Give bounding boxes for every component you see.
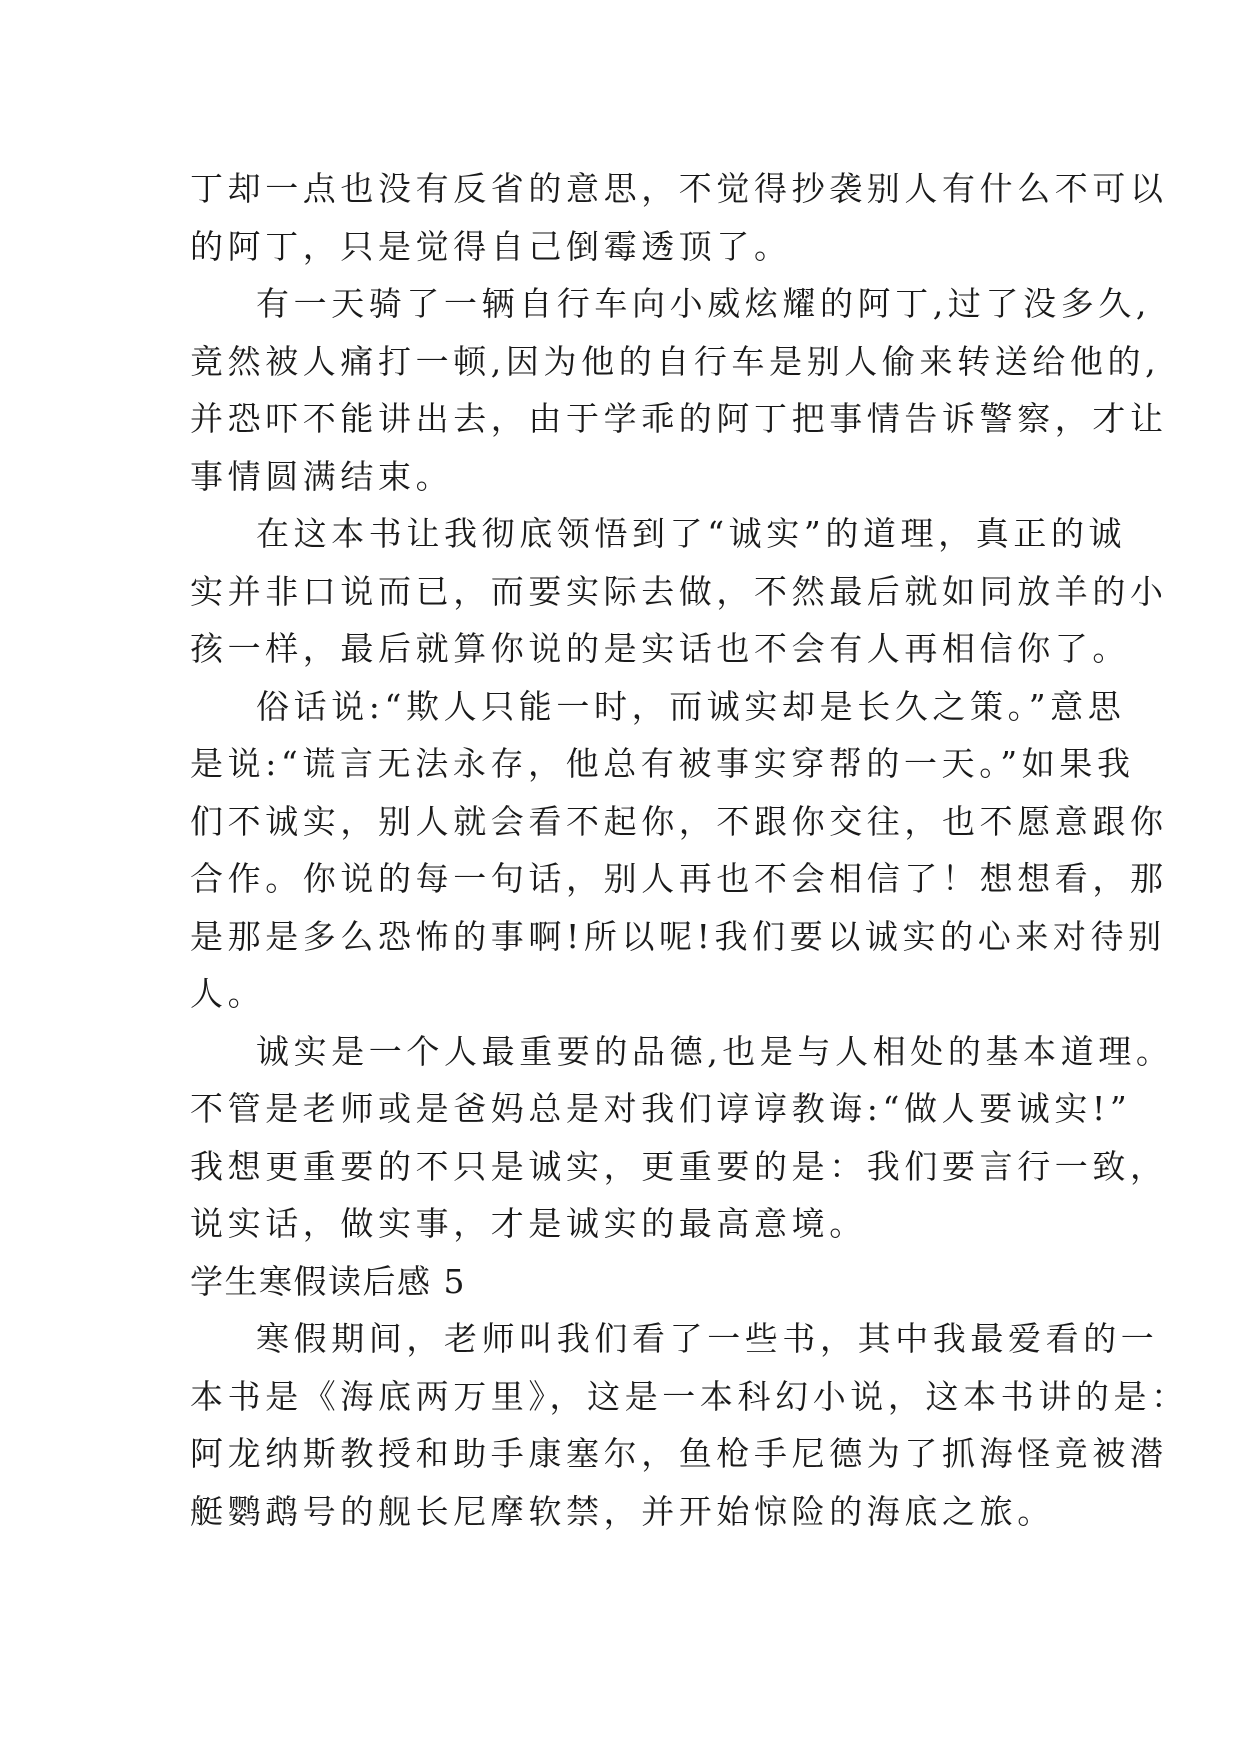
paragraph-4-line-2: 是说:“谎言无法永存，他总有被事实穿帮的一天。”如果我 (190, 744, 1135, 783)
paragraph-4-line-3: 们不诚实，别人就会看不起你，不跟你交往，也不愿意跟你 (190, 801, 1168, 841)
paragraph-4-line-1: 俗话说:“欺人只能一时，而诚实却是长久之策。”意思 (256, 686, 1126, 726)
paragraph-3-line-3: 孩一样，最后就算你说的是实话也不会有人再相信你了。 (190, 629, 1130, 668)
paragraph-6-line-2: 本书是《海底两万里》，这是一本科幻小说，这本书讲的是： (190, 1376, 1189, 1416)
paragraph-5-line-3: 我想更重要的不只是诚实，更重要的是：我们要言行一致， (190, 1146, 1168, 1186)
paragraph-1-line-2: 的阿丁，只是觉得自己倒霉透顶了。 (190, 226, 792, 266)
paragraph-4-line-4: 合作。你说的每一句话，别人再也不会相信了！想想看，那 (190, 859, 1168, 898)
paragraph-6-line-4: 艇鹦鹉号的舰长尼摩软禁，并开始惊险的海底之旅。 (190, 1491, 1055, 1531)
paragraph-6-line-3: 阿龙纳斯教授和助手康塞尔，鱼枪手尼德为了抓海怪竟被潜 (190, 1434, 1168, 1473)
paragraph-3-line-2: 实并非口说而已，而要实际去做，不然最后就如同放羊的小 (190, 571, 1168, 611)
section-heading: 学生寒假读后感 5 (190, 1261, 466, 1301)
paragraph-4-line-5: 是那是多么恐怖的事啊!所以呢!我们要以诚实的心来对待别 (190, 916, 1166, 956)
paragraph-4-line-6: 人。 (190, 974, 266, 1013)
paragraph-5-line-4: 说实话，做实事，才是诚实的最高意境。 (190, 1204, 867, 1243)
document-body (190, 160, 1189, 1540)
paragraph-3-line-1: 在这本书让我彻底领悟到了“诚实”的道理，真正的诚 (256, 514, 1127, 553)
paragraph-2-line-3: 并恐吓不能讲出去，由于学乖的阿丁把事情告诉警察，才让 (190, 399, 1168, 438)
paragraph-6-line-1: 寒假期间，老师叫我们看了一些书，其中我最爱看的一 (256, 1319, 1159, 1358)
paragraph-2-line-1: 有一天骑了一辆自行车向小威炫耀的阿丁,过了没多久, (256, 284, 1151, 323)
paragraph-2-line-2: 竟然被人痛打一顿,因为他的自行车是别人偷来转送给他的, (190, 341, 1161, 381)
paragraph-2-line-4: 事情圆满结束。 (190, 456, 454, 496)
paragraph-5-line-2: 不管是老师或是爸妈总是对我们谆谆教诲:“做人要诚实!” (190, 1089, 1132, 1128)
paragraph-5-line-1: 诚实是一个人最重要的品德,也是与人相处的基本道理。 (256, 1031, 1174, 1071)
paragraph-1-line-1: 丁却一点也没有反省的意思，不觉得抄袭别人有什么不可以 (190, 169, 1168, 208)
